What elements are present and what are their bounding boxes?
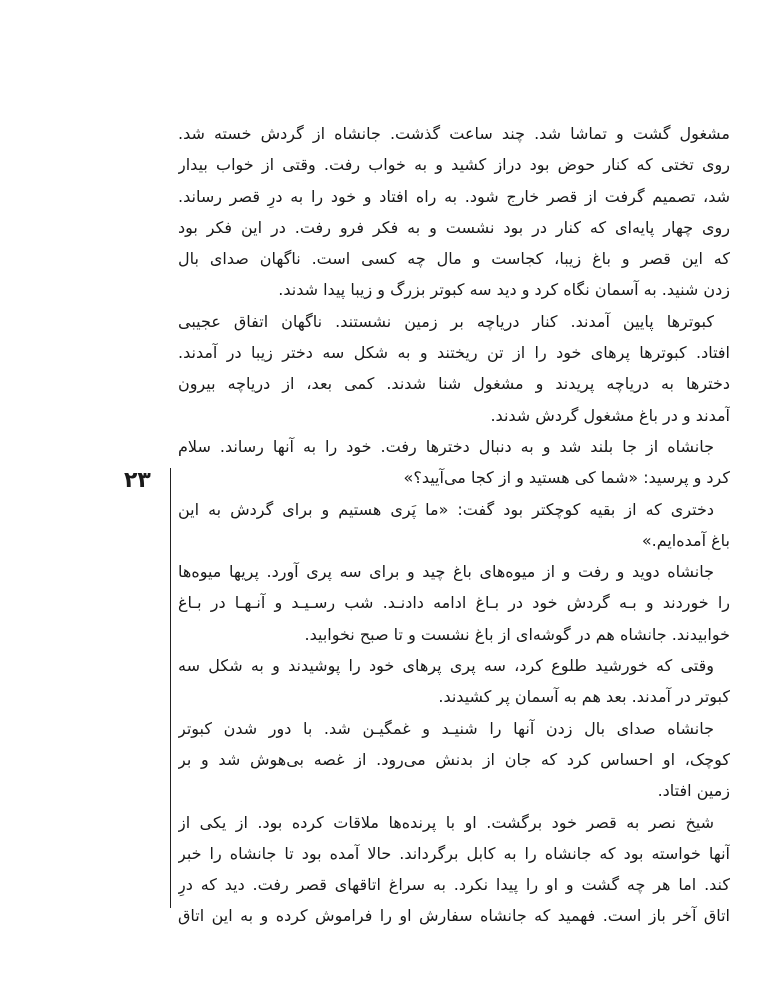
margin-rule bbox=[170, 468, 171, 908]
text-line: که این قصر و باغ زیبا، کجاست و مال چه کسی است. ناگهان صدای بال bbox=[178, 249, 730, 269]
text-line: جانشاه از جا بلند شد و به دنبال دخترها رفت. خود را به آنها رساند. سلام bbox=[178, 436, 714, 456]
text-line: کوچک، او احساس کرد که جان از بدنش می‌رود. از غصه بی‌هوش شد و بر bbox=[178, 749, 730, 769]
text-line: باغ آمده‌ایم.» bbox=[641, 530, 730, 550]
text-line: کند. اما هر چه گشت و او را پیدا نکرد. به سراغ اتاقهای قصر رفت. دید که درِ bbox=[178, 875, 730, 895]
text-line: شیخ نصر به قصر خود برگشت. او با پرنده‌ها ملاقات کرده بود. از یکی از bbox=[178, 812, 714, 832]
page-number: ۲۳ bbox=[124, 468, 151, 493]
text-line: را خوردند و بـه گردش خود در بـاغ ادامه دادنـد. شب رسـیـد و آنـهـا در بـاغ bbox=[178, 593, 730, 613]
text-line: افتاد. کبوترها پرهای خود را از تن ریختند و به شکل سه دختر زیبا در آمدند. bbox=[178, 343, 730, 363]
text-line: جانشاه صدای بال زدن آنها را شنیـد و غمگیـن شد. با دور شدن کبوتر bbox=[178, 718, 714, 738]
text-line: شد، تصمیم گرفت از قصر خارج شود. به راه افتاد و خود را به درِ قصر رساند. bbox=[178, 186, 730, 206]
text-line: آمدند و در باغ مشغول گردش شدند. bbox=[490, 405, 730, 425]
text-line: مشغول گشت و تماشا شد. چند ساعت گذشت. جانشاه از گردش خسته شد. bbox=[178, 124, 730, 143]
text-line: آنها خواسته بود که جانشاه را به کابل برگرداند. حالا آمده بود تا جانشاه را خبر bbox=[178, 843, 730, 863]
text-line: کرد و پرسید: «شما کی هستید و از کجا می‌آیید؟» bbox=[403, 468, 730, 488]
text-line: روی تختی که کنار حوض بود دراز کشید و به خواب رفت. وقتی از خواب بیدار bbox=[178, 155, 730, 175]
text-line: وقتی که خورشید طلوع کرد، سه پری پرهای خود را پوشیدند و به شکل سه bbox=[178, 656, 714, 676]
text-line: اتاق آخر باز است. فهمید که جانشاه سفارش او را فراموش کرده و به این اتاق bbox=[178, 906, 730, 926]
text-line: روی چهار پایه‌ای که کنار در بود نشست و به فکر فرو رفت. در این فکر بود bbox=[178, 217, 730, 237]
text-line: جانشاه دوید و رفت و از میوه‌های باغ چید و برای سه پری آورد. پریها میوه‌ها bbox=[178, 562, 714, 582]
text-line: زدن شنید. به آسمان نگاه کرد و دید سه کبوتر بزرگ و زیبا پیدا شدند. bbox=[278, 280, 730, 300]
body-text bbox=[178, 118, 730, 932]
text-line: کبوتر در آمدند. بعد هم به آسمان پر کشیدند. bbox=[438, 687, 730, 707]
text-line: دختری که از بقیه کوچکتر بود گفت: «ما پَری هستیم و برای گردش به این bbox=[178, 499, 714, 519]
text-line: دخترها به دریاچه پریدند و مشغول شنا شدند. کمی بعد، از دریاچه بیرون bbox=[178, 374, 730, 394]
text-line: خوابیدند. جانشاه هم در گوشه‌ای از باغ نشست و تا صبح نخوابید. bbox=[304, 624, 730, 644]
text-line: زمین افتاد. bbox=[657, 781, 730, 801]
text-line: کبوترها پایین آمدند. کنار دریاچه بر زمین نشستند. ناگهان اتفاق عجیبی bbox=[178, 311, 714, 331]
